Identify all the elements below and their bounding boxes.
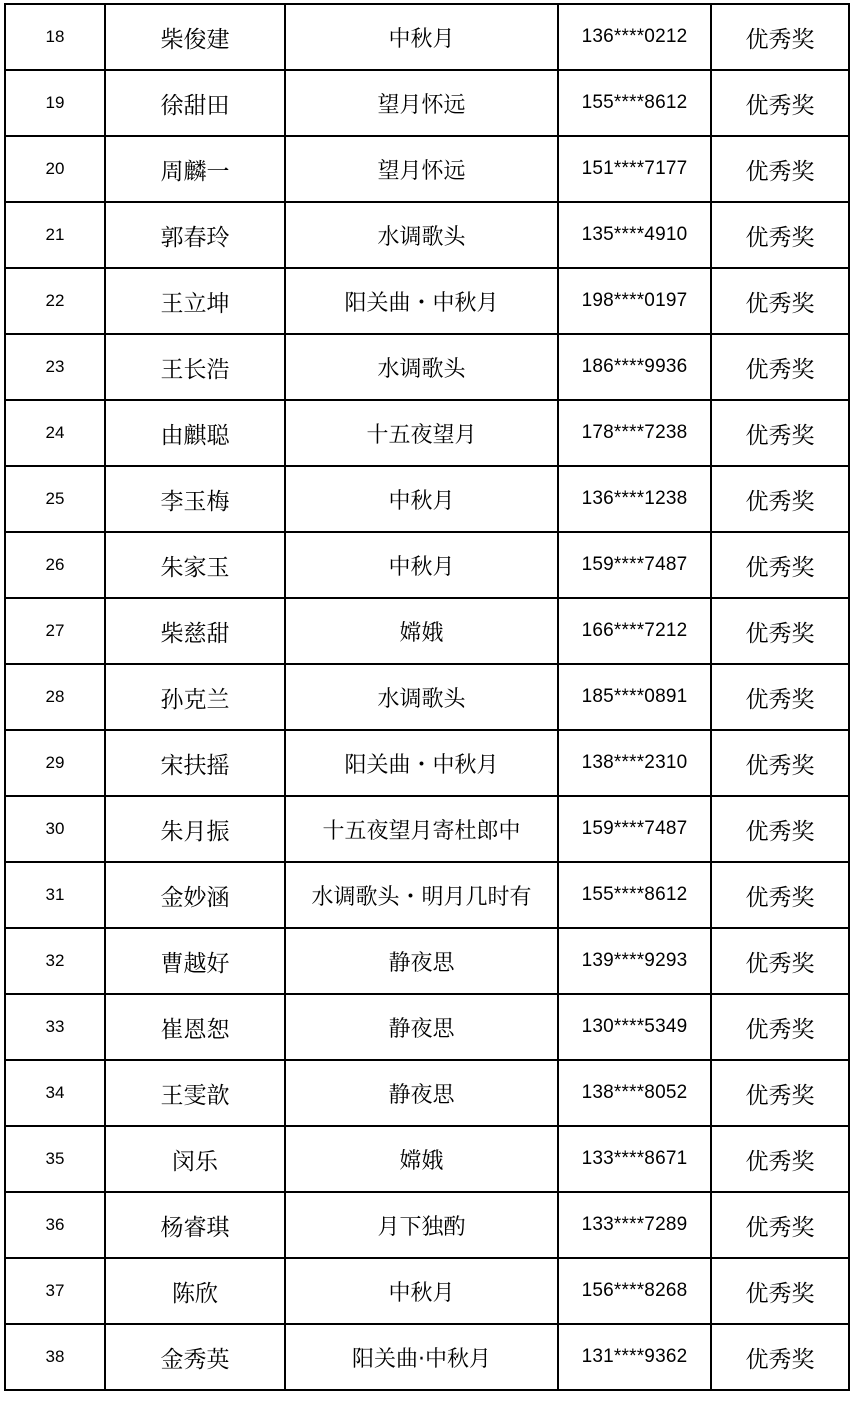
table-row — [5, 664, 849, 730]
winner-name-cell: 周麟一 — [105, 136, 285, 202]
table-row — [5, 532, 849, 598]
award-level-cell: 优秀奖 — [711, 268, 849, 334]
row-number-cell: 38 — [5, 1324, 105, 1390]
table-row — [5, 400, 849, 466]
row-number-cell: 20 — [5, 136, 105, 202]
award-level-cell: 优秀奖 — [711, 136, 849, 202]
table-row — [5, 1192, 849, 1258]
poem-title-cell: 水调歌头 — [285, 334, 558, 400]
table-row — [5, 268, 849, 334]
row-number-cell: 22 — [5, 268, 105, 334]
award-level-cell: 优秀奖 — [711, 466, 849, 532]
table-row — [5, 862, 849, 928]
table-row — [5, 796, 849, 862]
poem-title-cell: 静夜思 — [285, 1060, 558, 1126]
masked-phone-cell: 138****8052 — [558, 1060, 711, 1126]
masked-phone-cell: 155****8612 — [558, 70, 711, 136]
winner-name-cell: 孙克兰 — [105, 664, 285, 730]
table-row — [5, 730, 849, 796]
row-number-cell: 37 — [5, 1258, 105, 1324]
award-level-cell: 优秀奖 — [711, 400, 849, 466]
award-level-cell: 优秀奖 — [711, 598, 849, 664]
award-level-cell: 优秀奖 — [711, 796, 849, 862]
winner-name-cell: 柴慈甜 — [105, 598, 285, 664]
row-number-cell: 29 — [5, 730, 105, 796]
award-level-cell: 优秀奖 — [711, 70, 849, 136]
table-row — [5, 1324, 849, 1390]
row-number-cell: 23 — [5, 334, 105, 400]
winner-name-cell: 崔恩恕 — [105, 994, 285, 1060]
row-number-cell: 32 — [5, 928, 105, 994]
row-number-cell: 18 — [5, 4, 105, 70]
award-level-cell: 优秀奖 — [711, 1126, 849, 1192]
row-number-cell: 24 — [5, 400, 105, 466]
poem-title-cell: 中秋月 — [285, 532, 558, 598]
row-number-cell: 30 — [5, 796, 105, 862]
winner-name-cell: 闵乐 — [105, 1126, 285, 1192]
poem-title-cell: 月下独酌 — [285, 1192, 558, 1258]
award-level-cell: 优秀奖 — [711, 1324, 849, 1390]
winner-name-cell: 朱月振 — [105, 796, 285, 862]
masked-phone-cell: 135****4910 — [558, 202, 711, 268]
table-row — [5, 1126, 849, 1192]
award-level-cell: 优秀奖 — [711, 862, 849, 928]
masked-phone-cell: 155****8612 — [558, 862, 711, 928]
row-number-cell: 26 — [5, 532, 105, 598]
winner-name-cell: 曹越好 — [105, 928, 285, 994]
table-row — [5, 334, 849, 400]
masked-phone-cell: 130****5349 — [558, 994, 711, 1060]
award-level-cell: 优秀奖 — [711, 1192, 849, 1258]
row-number-cell: 33 — [5, 994, 105, 1060]
winner-name-cell: 王雯歆 — [105, 1060, 285, 1126]
award-level-cell: 优秀奖 — [711, 664, 849, 730]
poem-title-cell: 中秋月 — [285, 466, 558, 532]
award-level-cell: 优秀奖 — [711, 730, 849, 796]
award-level-cell: 优秀奖 — [711, 4, 849, 70]
poem-title-cell: 阳关曲・中秋月 — [285, 730, 558, 796]
row-number-cell: 27 — [5, 598, 105, 664]
winner-name-cell: 由麒聪 — [105, 400, 285, 466]
poem-title-cell: 阳关曲・中秋月 — [285, 268, 558, 334]
masked-phone-cell: 139****9293 — [558, 928, 711, 994]
row-number-cell: 25 — [5, 466, 105, 532]
masked-phone-cell: 133****8671 — [558, 1126, 711, 1192]
poem-title-cell: 水调歌头 — [285, 202, 558, 268]
poem-title-cell: 水调歌头 — [285, 664, 558, 730]
award-level-cell: 优秀奖 — [711, 994, 849, 1060]
winner-name-cell: 朱家玉 — [105, 532, 285, 598]
row-number-cell: 34 — [5, 1060, 105, 1126]
row-number-cell: 21 — [5, 202, 105, 268]
winner-name-cell: 金秀英 — [105, 1324, 285, 1390]
table-row — [5, 1258, 849, 1324]
winner-name-cell: 杨睿琪 — [105, 1192, 285, 1258]
masked-phone-cell: 178****7238 — [558, 400, 711, 466]
masked-phone-cell: 133****7289 — [558, 1192, 711, 1258]
winner-name-cell: 徐甜田 — [105, 70, 285, 136]
masked-phone-cell: 136****1238 — [558, 466, 711, 532]
masked-phone-cell: 138****2310 — [558, 730, 711, 796]
table-row — [5, 1060, 849, 1126]
row-number-cell: 31 — [5, 862, 105, 928]
poem-title-cell: 中秋月 — [285, 1258, 558, 1324]
row-number-cell: 36 — [5, 1192, 105, 1258]
award-level-cell: 优秀奖 — [711, 202, 849, 268]
table-row — [5, 466, 849, 532]
winner-name-cell: 李玉梅 — [105, 466, 285, 532]
table-row — [5, 136, 849, 202]
masked-phone-cell: 166****7212 — [558, 598, 711, 664]
poem-title-cell: 十五夜望月寄杜郎中 — [285, 796, 558, 862]
poem-title-cell: 十五夜望月 — [285, 400, 558, 466]
row-number-cell: 28 — [5, 664, 105, 730]
winner-name-cell: 宋扶摇 — [105, 730, 285, 796]
winner-name-cell: 柴俊建 — [105, 4, 285, 70]
table-row — [5, 202, 849, 268]
winner-name-cell: 王长浩 — [105, 334, 285, 400]
winner-name-cell: 王立坤 — [105, 268, 285, 334]
masked-phone-cell: 156****8268 — [558, 1258, 711, 1324]
award-level-cell: 优秀奖 — [711, 532, 849, 598]
poem-title-cell: 中秋月 — [285, 4, 558, 70]
award-level-cell: 优秀奖 — [711, 1258, 849, 1324]
award-table — [4, 3, 850, 1391]
row-number-cell: 35 — [5, 1126, 105, 1192]
winner-name-cell: 金妙涵 — [105, 862, 285, 928]
table-row — [5, 70, 849, 136]
poem-title-cell: 望月怀远 — [285, 136, 558, 202]
poem-title-cell: 静夜思 — [285, 994, 558, 1060]
table-row — [5, 994, 849, 1060]
table-row — [5, 4, 849, 70]
table-row — [5, 928, 849, 994]
masked-phone-cell: 136****0212 — [558, 4, 711, 70]
award-level-cell: 优秀奖 — [711, 334, 849, 400]
award-table-body — [5, 4, 849, 1390]
masked-phone-cell: 151****7177 — [558, 136, 711, 202]
masked-phone-cell: 159****7487 — [558, 532, 711, 598]
poem-title-cell: 阳关曲·中秋月 — [285, 1324, 558, 1390]
masked-phone-cell: 186****9936 — [558, 334, 711, 400]
masked-phone-cell: 131****9362 — [558, 1324, 711, 1390]
award-level-cell: 优秀奖 — [711, 928, 849, 994]
masked-phone-cell: 198****0197 — [558, 268, 711, 334]
table-row — [5, 598, 849, 664]
masked-phone-cell: 185****0891 — [558, 664, 711, 730]
poem-title-cell: 嫦娥 — [285, 1126, 558, 1192]
award-level-cell: 优秀奖 — [711, 1060, 849, 1126]
row-number-cell: 19 — [5, 70, 105, 136]
poem-title-cell: 静夜思 — [285, 928, 558, 994]
winner-name-cell: 郭春玲 — [105, 202, 285, 268]
poem-title-cell: 嫦娥 — [285, 598, 558, 664]
masked-phone-cell: 159****7487 — [558, 796, 711, 862]
winner-name-cell: 陈欣 — [105, 1258, 285, 1324]
poem-title-cell: 水调歌头・明月几时有 — [285, 862, 558, 928]
poem-title-cell: 望月怀远 — [285, 70, 558, 136]
